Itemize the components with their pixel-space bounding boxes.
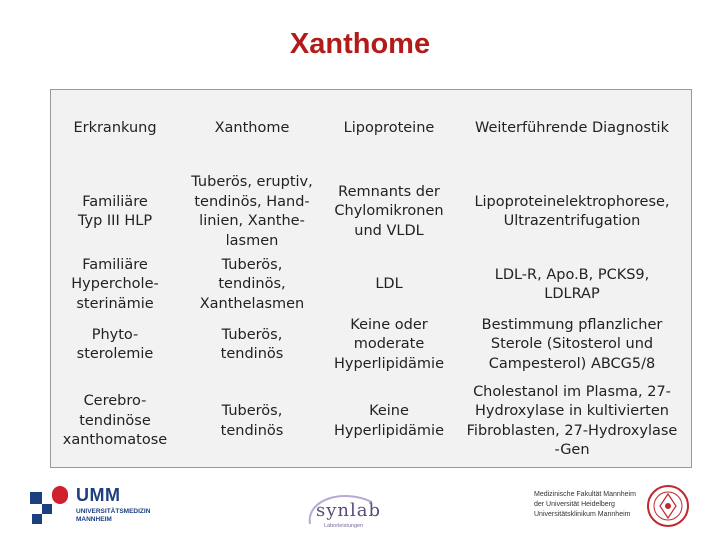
table-cell: Tuberös, tendinös	[220, 326, 284, 362]
umm-logo	[30, 484, 170, 528]
table-header-cell: Weiterführende Diagnostik	[475, 120, 669, 137]
synlab-logo-subtitle: Laborleistungen	[324, 523, 364, 529]
table-header-cell: Lipoproteine	[343, 120, 435, 137]
table-cell: Familiäre Hyperchole- sterinämie	[71, 256, 159, 312]
table-cell: Tuberös, eruptiv, tendinös, Hand- linien, Xanthe- lasmen	[191, 174, 313, 249]
table-cell: Keine oder moderate Hyperlipidämie	[333, 316, 445, 372]
heidelberg-logo-text: Medizinische Fakultät Mannheim der Universität Heidelberg Universitätsklinikum Mannheim	[534, 491, 636, 518]
table-cell: Tuberös, tendinös, Xanthelasmen	[199, 256, 305, 312]
table-cell: Cerebro- tendinöse xanthomatose	[62, 393, 168, 449]
table-cell: Bestimmung pflanzlicher Sterole (Sitosterol und Campesterol) ABCG5/8	[481, 316, 663, 372]
table-cell: Keine Hyperlipidämie	[333, 403, 445, 439]
page-title: Xanthome	[289, 28, 431, 60]
umm-logo-name: UMM	[76, 485, 121, 505]
umm-mark-icon	[30, 484, 72, 524]
table-cell: Phyto- sterolemie	[76, 326, 154, 362]
table-cell: LDL-R, Apo.B, PCKS9, LDLRAP	[494, 266, 650, 302]
table-cell: Remnants der Chylomikronen und VLDL	[334, 183, 444, 239]
table-cell: Cholestanol im Plasma, 27- Hydroxylase in kultivierten Fibroblasten, 27-Hydroxylase -Gen	[466, 383, 678, 458]
table-header-cell: Erkrankung	[73, 120, 157, 137]
table-header-cell: Xanthome	[214, 120, 290, 137]
university-seal-icon	[646, 484, 690, 528]
table-cell: Familiäre Typ III HLP	[77, 193, 153, 229]
synlab-logo-name: synlab	[316, 500, 382, 521]
table-cell: LDL	[375, 276, 403, 293]
umm-logo-subtitle: UNIVERSITÄTSMEDIZIN MANNHEIM	[76, 508, 151, 523]
footer-logos	[0, 470, 720, 540]
synlab-logo	[302, 490, 382, 536]
comparison-table	[50, 89, 692, 468]
heidelberg-logo	[534, 484, 714, 536]
table-cell: Lipoproteinelektrophorese, Ultrazentrifugation	[474, 193, 670, 229]
table-cell: Tuberös, tendinös	[220, 403, 284, 439]
